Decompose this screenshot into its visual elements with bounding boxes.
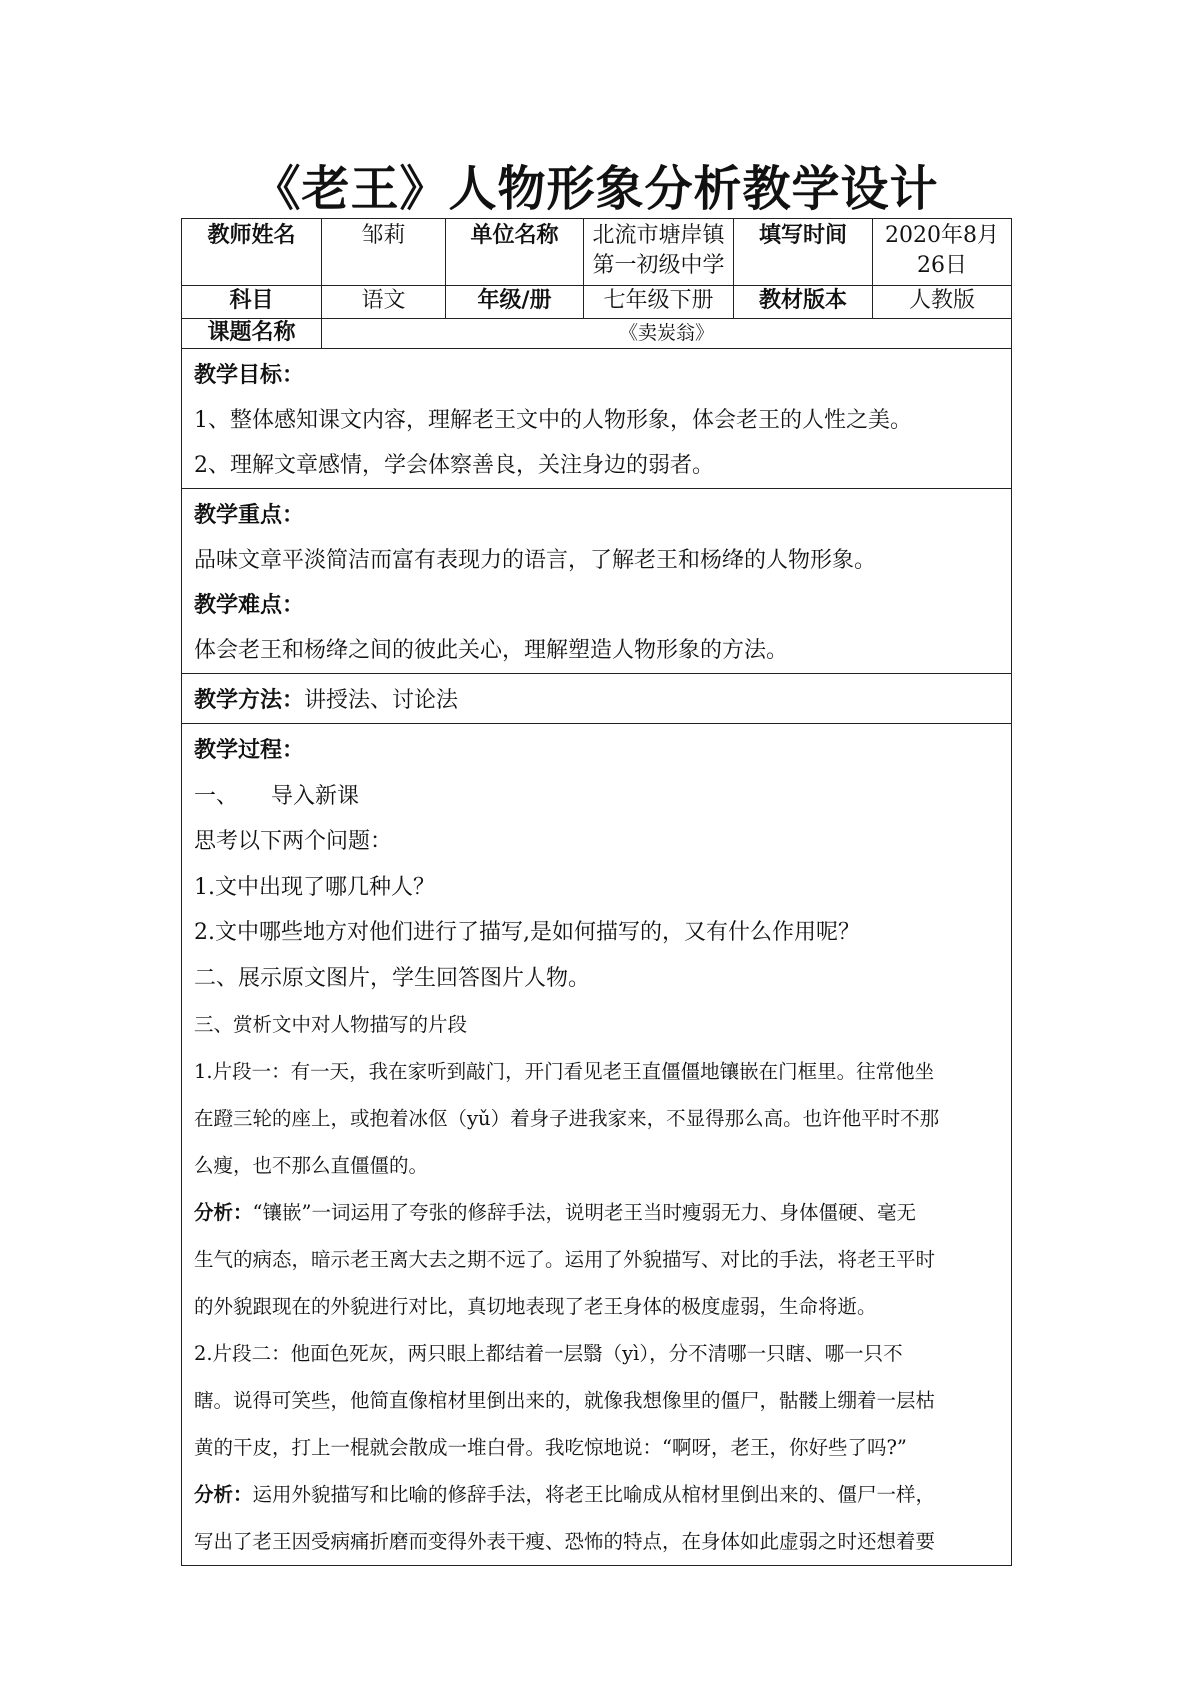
grade-label: 年级/册 [446, 286, 584, 319]
objective-item: 1、整体感知课文内容，理解老王文中的人物形象，体会老王的人性之美。 [194, 408, 912, 433]
methods-label: 教学方法： [194, 688, 305, 713]
difficulties-label: 教学难点： [194, 593, 305, 618]
info-row-1 [182, 219, 1012, 286]
objectives-row [182, 349, 1012, 489]
analysis-2-line: 写出了老王因受病痛折磨而变得外表干瘦、恐怖的特点，在身体如此虚弱之时还想着要 [194, 1530, 936, 1553]
subject-value: 语文 [322, 286, 446, 319]
key-points-label: 教学重点： [194, 503, 305, 528]
analysis-2-line: 运用外貌描写和比喻的修辞手法，将老王比喻成从棺材里倒出来的、僵尸一样， [252, 1483, 936, 1506]
objective-item: 2、理解文章感情，学会体察善良，关注身边的弱者。 [194, 453, 714, 478]
edition-value: 人教版 [873, 286, 1012, 319]
lesson-plan-table [181, 218, 1012, 1566]
unit-label: 单位名称 [446, 219, 584, 286]
process-think: 思考以下两个问题： [194, 829, 393, 854]
process-question-2: 2.文中哪些地方对他们进行了描写,是如何描写的，又有什么作用呢？ [194, 920, 860, 945]
process-label: 教学过程： [194, 738, 305, 763]
teacher-value: 邹莉 [322, 219, 446, 286]
passage-1-line: 在蹬三轮的座上，或抱着冰伛（yǔ）着身子进我家来，不显得那么高。也许他平时不那 [194, 1107, 940, 1130]
process-step-2: 二、展示原文图片，学生回答图片人物。 [194, 965, 591, 991]
edition-label: 教材版本 [734, 286, 873, 319]
process-step-1: 一、 导入新课 [194, 783, 360, 809]
date-label: 填写时间 [734, 219, 873, 286]
topic-row [182, 319, 1012, 349]
passage-2-line: 2.片段二：他面色死灰，两只眼上都结着一层翳（yì），分不清哪一只瞎、哪一只不 [194, 1342, 903, 1365]
unit-value: 北流市塘岸镇第一初级中学 [584, 219, 734, 286]
difficulties-text: 体会老王和杨绛之间的彼此关心，理解塑造人物形象的方法。 [194, 638, 789, 663]
analysis-1-line: “镶嵌”一词运用了夸张的修辞手法，说明老王当时瘦弱无力、身体僵硬、毫无 [252, 1201, 916, 1224]
subject-label: 科目 [182, 286, 322, 319]
passage-2-line: 瞎。说得可笑些，他简直像棺材里倒出来的，就像我想像里的僵尸，骷髅上绷着一层枯 [194, 1389, 936, 1412]
topic-label: 课题名称 [182, 319, 322, 349]
analysis-1-line: 生气的病态，暗示老王离大去之期不远了。运用了外貌描写、对比的手法，将老王平时 [194, 1248, 936, 1271]
passage-1-line: 么瘦，也不那么直僵僵的。 [194, 1154, 429, 1177]
passage-1-line: 1.片段一：有一天，我在家听到敲门，开门看见老王直僵僵地镶嵌在门框里。往常他坐 [194, 1060, 935, 1083]
passage-2-line: 黄的干皮，打上一棍就会散成一堆白骨。我吃惊地说：“啊呀，老王，你好些了吗?” [194, 1436, 907, 1459]
topic-value: 《卖炭翁》 [322, 319, 1012, 349]
info-row-2 [182, 286, 1012, 319]
process-step-3: 三、赏析文中对人物描写的片段 [194, 1013, 468, 1036]
grade-value: 七年级下册 [584, 286, 734, 319]
process-row [182, 724, 1012, 1566]
analysis-1-line: 的外貌跟现在的外貌进行对比，真切地表现了老王身体的极度虚弱，生命将逝。 [194, 1295, 877, 1318]
methods-row [182, 674, 1012, 724]
methods-text: 讲授法、讨论法 [304, 688, 459, 713]
objectives-label: 教学目标： [194, 363, 305, 388]
date-value: 2020年8月26日 [873, 219, 1012, 286]
keypoints-row [182, 489, 1012, 674]
page-title: 《老王》人物形象分析教学设计 [252, 161, 939, 217]
key-points-text: 品味文章平淡简洁而富有表现力的语言，了解老王和杨绛的人物形象。 [194, 548, 877, 573]
analysis-1-label: 分析： [194, 1201, 253, 1224]
process-question-1: 1.文中出现了哪几种人？ [194, 874, 435, 900]
analysis-2-label: 分析： [194, 1483, 253, 1506]
teacher-label: 教师姓名 [182, 219, 322, 286]
